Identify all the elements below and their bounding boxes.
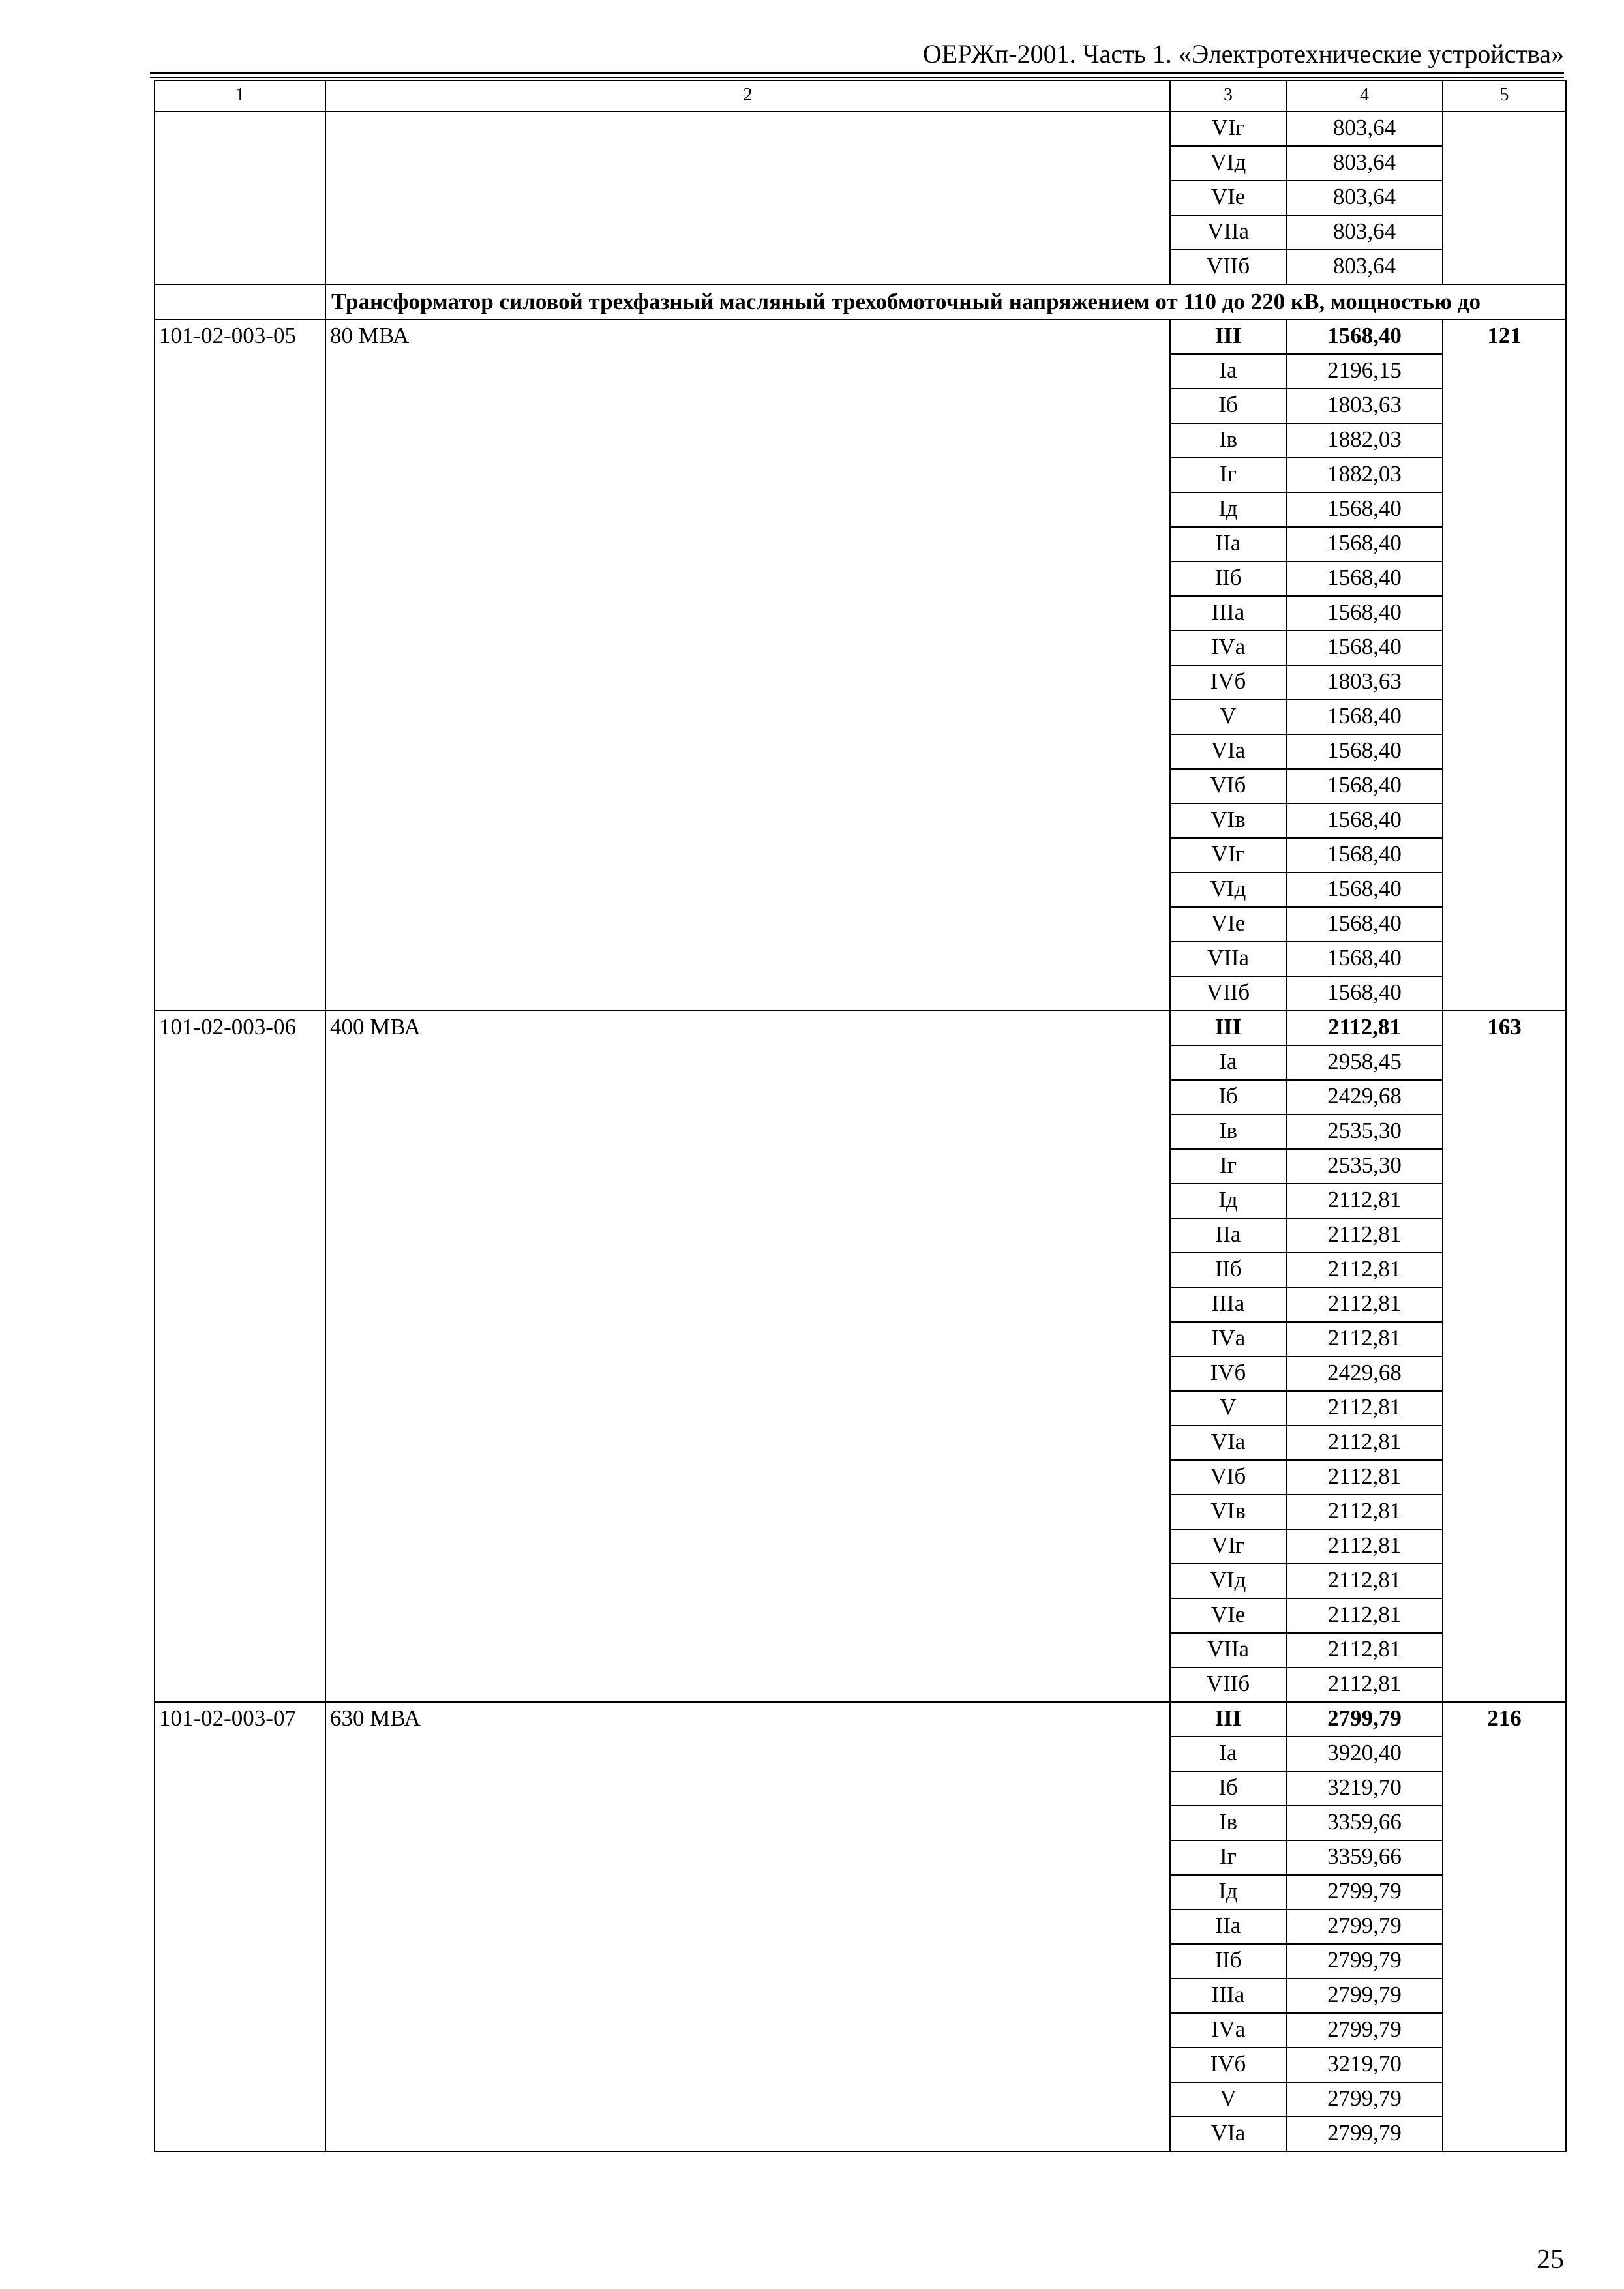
price-cell: 2535,30 [1286, 1149, 1443, 1184]
zone-cell: VIг [1170, 1529, 1286, 1564]
price-table-body [155, 80, 1566, 2151]
code-cell: 101-02-003-06 [155, 1011, 325, 1702]
column-number: 2 [325, 80, 1170, 112]
header-rule-thin [150, 77, 1564, 78]
price-cell: 3219,70 [1286, 1771, 1443, 1806]
page-number: 25 [1537, 2245, 1564, 2275]
price-cell: 2429,68 [1286, 1356, 1443, 1391]
zone-cell: IIIа [1170, 1979, 1286, 2013]
zone-cell: IIIа [1170, 596, 1286, 631]
price-cell: 2112,81 [1286, 1598, 1443, 1633]
zone-cell: Iб [1170, 1771, 1286, 1806]
zone-cell: Iг [1170, 1149, 1286, 1184]
price-cell: 3219,70 [1286, 2048, 1443, 2082]
zone-cell: VIе [1170, 181, 1286, 215]
zone-cell: VIе [1170, 907, 1286, 942]
price-cell: 2112,81 [1286, 1460, 1443, 1495]
price-cell: 2112,81 [1286, 1564, 1443, 1598]
price-cell: 1803,63 [1286, 389, 1443, 423]
section-title-row [155, 284, 1566, 320]
price-cell: 3920,40 [1286, 1737, 1443, 1771]
price-cell: 2799,79 [1286, 1702, 1443, 1737]
zone-cell: IIIа [1170, 1287, 1286, 1322]
labor-cell: 163 [1443, 1011, 1566, 1702]
price-cell: 2112,81 [1286, 1253, 1443, 1287]
column-number: 1 [155, 80, 325, 112]
zone-cell: VIв [1170, 1495, 1286, 1529]
price-cell: 2799,79 [1286, 1979, 1443, 2013]
price-table [154, 80, 1567, 2152]
zone-cell: III [1170, 320, 1286, 354]
zone-cell: Iб [1170, 389, 1286, 423]
price-cell: 2112,81 [1286, 1529, 1443, 1564]
price-cell: 1803,63 [1286, 665, 1443, 700]
zone-cell: VIа [1170, 2117, 1286, 2151]
price-cell: 2535,30 [1286, 1115, 1443, 1149]
zone-cell: Iб [1170, 1080, 1286, 1115]
zone-cell: VIд [1170, 146, 1286, 181]
zone-cell: Iд [1170, 492, 1286, 527]
zone-cell: VIIа [1170, 942, 1286, 976]
price-cell: 2196,15 [1286, 354, 1443, 389]
price-cell: 1568,40 [1286, 907, 1443, 942]
price-cell: 1568,40 [1286, 976, 1443, 1011]
column-number: 4 [1286, 80, 1443, 112]
code-cell: 101-02-003-05 [155, 320, 325, 1011]
price-cell: 1568,40 [1286, 596, 1443, 631]
price-cell: 803,64 [1286, 146, 1443, 181]
labor-cell: 121 [1443, 320, 1566, 1011]
price-cell: 803,64 [1286, 215, 1443, 250]
column-number-row [155, 80, 1566, 112]
zone-cell: Iг [1170, 458, 1286, 492]
page-header-title: ОЕРЖп-2001. Часть 1. «Электротехнические устройства» [922, 39, 1564, 68]
code-cell [155, 112, 325, 284]
price-cell: 1568,40 [1286, 492, 1443, 527]
name-cell [325, 112, 1170, 284]
zone-cell: VIд [1170, 1564, 1286, 1598]
zone-cell: VIIб [1170, 1668, 1286, 1702]
price-cell: 2112,81 [1286, 1218, 1443, 1253]
price-cell: 2799,79 [1286, 1875, 1443, 1909]
table-row [155, 1011, 1566, 1045]
price-cell: 1568,40 [1286, 803, 1443, 838]
zone-cell: VIв [1170, 803, 1286, 838]
price-cell: 803,64 [1286, 112, 1443, 146]
price-cell: 2112,81 [1286, 1184, 1443, 1218]
table-row [155, 112, 1566, 146]
zone-cell: VIг [1170, 838, 1286, 873]
section-title: Трансформатор силовой трехфазный масляный трехобмоточный напряжением от 110 до 220 кВ, мощностью до [325, 284, 1566, 320]
zone-cell: Iа [1170, 354, 1286, 389]
zone-cell: IIб [1170, 561, 1286, 596]
price-cell: 2112,81 [1286, 1668, 1443, 1702]
zone-cell: IVб [1170, 665, 1286, 700]
price-cell: 2112,81 [1286, 1633, 1443, 1668]
zone-cell: V [1170, 1391, 1286, 1426]
price-cell: 803,64 [1286, 181, 1443, 215]
price-cell: 2112,81 [1286, 1391, 1443, 1426]
price-cell: 1568,40 [1286, 873, 1443, 907]
zone-cell: IVб [1170, 2048, 1286, 2082]
price-cell: 1568,40 [1286, 700, 1443, 734]
zone-cell: Iд [1170, 1875, 1286, 1909]
price-cell: 1882,03 [1286, 458, 1443, 492]
price-cell: 2799,79 [1286, 2117, 1443, 2151]
table-row [155, 320, 1566, 354]
zone-cell: Iв [1170, 423, 1286, 458]
zone-cell: VIIб [1170, 250, 1286, 284]
zone-cell: VIб [1170, 1460, 1286, 1495]
zone-cell: VIIа [1170, 1633, 1286, 1668]
zone-cell: IIа [1170, 527, 1286, 561]
empty-cell [155, 284, 325, 320]
zone-cell: Iг [1170, 1840, 1286, 1875]
zone-cell: IVа [1170, 2013, 1286, 2048]
labor-cell [1443, 112, 1566, 284]
price-cell: 2112,81 [1286, 1495, 1443, 1529]
zone-cell: Iд [1170, 1184, 1286, 1218]
zone-cell: Iа [1170, 1737, 1286, 1771]
name-cell: 630 МВА [325, 1702, 1170, 2151]
zone-cell: IIб [1170, 1944, 1286, 1979]
price-cell: 2112,81 [1286, 1287, 1443, 1322]
zone-cell: VIд [1170, 873, 1286, 907]
price-cell: 1568,40 [1286, 631, 1443, 665]
price-cell: 1568,40 [1286, 942, 1443, 976]
zone-cell: III [1170, 1702, 1286, 1737]
price-cell: 2799,79 [1286, 2013, 1443, 2048]
column-number: 5 [1443, 80, 1566, 112]
zone-cell: IIб [1170, 1253, 1286, 1287]
price-cell: 1568,40 [1286, 838, 1443, 873]
zone-cell: VIIа [1170, 215, 1286, 250]
price-cell: 2799,79 [1286, 2082, 1443, 2117]
zone-cell: III [1170, 1011, 1286, 1045]
price-cell: 1568,40 [1286, 769, 1443, 803]
price-cell: 3359,66 [1286, 1806, 1443, 1840]
zone-cell: IVа [1170, 631, 1286, 665]
column-number: 3 [1170, 80, 1286, 112]
code-cell: 101-02-003-07 [155, 1702, 325, 2151]
price-cell: 2112,81 [1286, 1322, 1443, 1356]
zone-cell: IVб [1170, 1356, 1286, 1391]
price-cell: 2112,81 [1286, 1011, 1443, 1045]
price-cell: 1568,40 [1286, 561, 1443, 596]
zone-cell: VIа [1170, 1426, 1286, 1460]
zone-cell: IIа [1170, 1909, 1286, 1944]
price-cell: 2799,79 [1286, 1909, 1443, 1944]
zone-cell: VIе [1170, 1598, 1286, 1633]
price-cell: 803,64 [1286, 250, 1443, 284]
name-cell: 400 МВА [325, 1011, 1170, 1702]
price-cell: 1568,40 [1286, 320, 1443, 354]
zone-cell: Iв [1170, 1115, 1286, 1149]
price-cell: 2799,79 [1286, 1944, 1443, 1979]
price-cell: 1568,40 [1286, 734, 1443, 769]
zone-cell: VIг [1170, 112, 1286, 146]
table-row [155, 1702, 1566, 1737]
price-cell: 3359,66 [1286, 1840, 1443, 1875]
zone-cell: IIа [1170, 1218, 1286, 1253]
zone-cell: Iа [1170, 1045, 1286, 1080]
zone-cell: IVа [1170, 1322, 1286, 1356]
price-cell: 2112,81 [1286, 1426, 1443, 1460]
zone-cell: VIа [1170, 734, 1286, 769]
zone-cell: V [1170, 700, 1286, 734]
name-cell: 80 МВА [325, 320, 1170, 1011]
price-cell: 2958,45 [1286, 1045, 1443, 1080]
zone-cell: VIб [1170, 769, 1286, 803]
labor-cell: 216 [1443, 1702, 1566, 2151]
zone-cell: V [1170, 2082, 1286, 2117]
zone-cell: Iв [1170, 1806, 1286, 1840]
price-cell: 1568,40 [1286, 527, 1443, 561]
price-cell: 2429,68 [1286, 1080, 1443, 1115]
zone-cell: VIIб [1170, 976, 1286, 1011]
price-cell: 1882,03 [1286, 423, 1443, 458]
header-rule-thick [150, 72, 1564, 74]
